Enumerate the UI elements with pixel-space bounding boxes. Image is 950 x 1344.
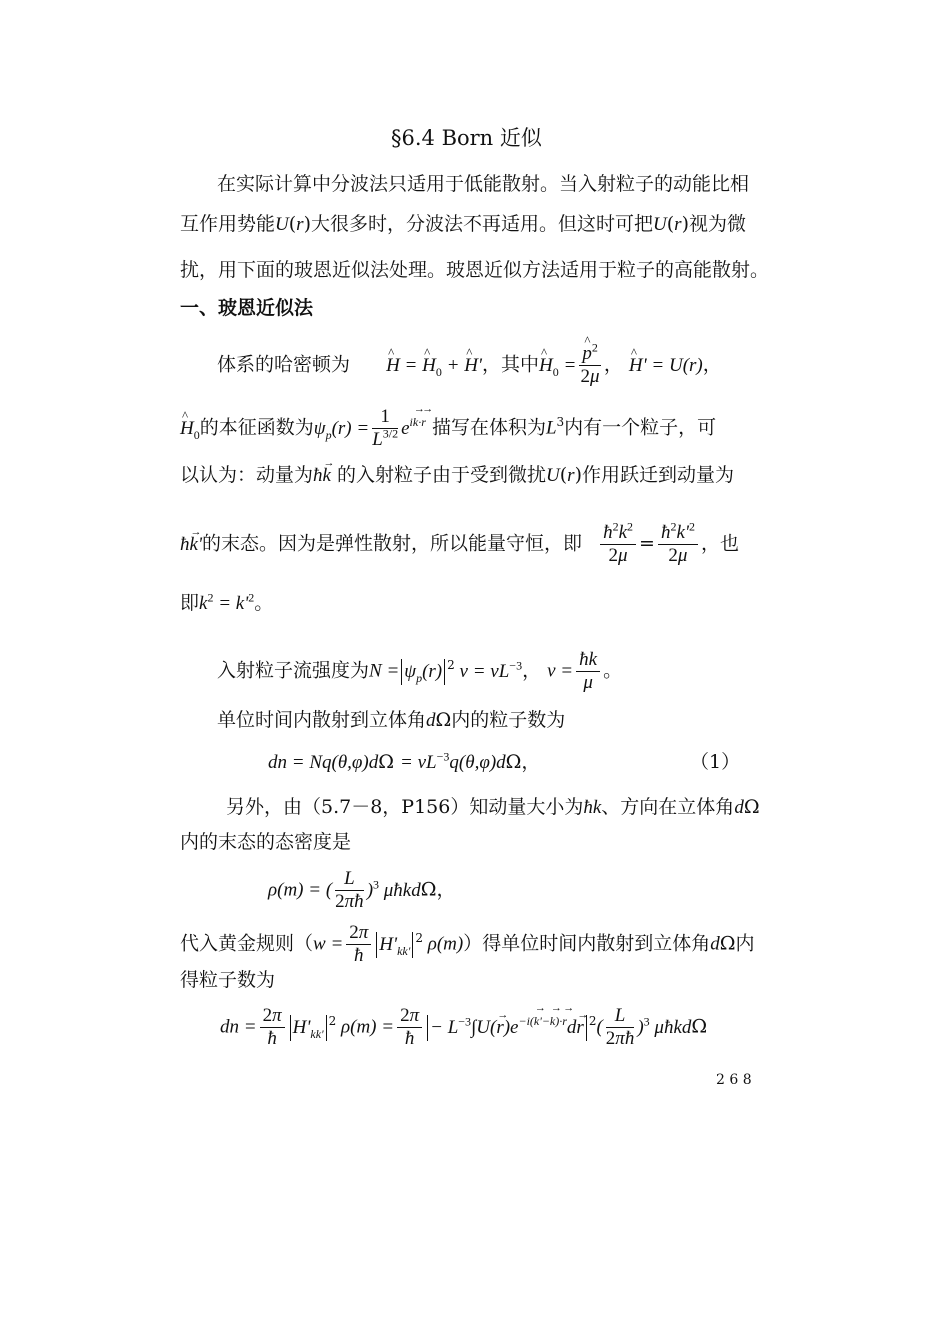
eigen-line-1: ^ $H_0$的本征函数为$\psi_p(r)$ = $\frac{1}{L^{3/2}}$ $e^{ik\cdot r}$ 描写在体积为$L^3$内有一个粒子，可 — [180, 406, 716, 451]
hamiltonian-where: ，其中 — [482, 353, 540, 376]
eigen-text-b: 描写在体积为 — [431, 416, 546, 439]
eigen-line-3: ħ→ k'的末态。因为是弹性散射，所以能量守恒，即 $\frac{ħ^2k^2}{2\mu}$ = $\frac{ħ^2k'^2}{2\mu}$ ，也 — [180, 522, 739, 567]
intro-line-3: 扰，用下面的玻恩近似法处理。玻恩近似方法适用于粒子的高能散射。 — [180, 259, 770, 281]
eigen-line-3b: ，也 — [700, 532, 739, 555]
flux-line: 入射粒子流强度为$N = \psi_p(r)$ $^2$ $v = vL^{-3}$， v = $\frac{ħk}{\mu}$ 。 — [217, 649, 623, 693]
eigen-line-2b: 的入射粒子由于受到微扰 — [337, 464, 547, 486]
density-line-1: 另外，由（5.7－8，P156）知动量大小为ħk、方向在立体角dΩ — [226, 796, 760, 818]
density-text-1b: 、方向在立体角 — [601, 796, 735, 818]
intro-line-2a: 互作用势能 — [180, 213, 276, 235]
eigen-line-2c: 作用跃迁到动量为 — [582, 464, 735, 486]
rate-label-b: 内的粒子数为 — [451, 709, 566, 731]
eigen-line-2: 以认为：动量为ħ→ k 的入射粒子由于受到微扰U(r)作用跃迁到动量为 — [180, 463, 734, 488]
golden-line-1: 代入黄金规则（w = $\frac{2\pi}{ħ}$ $H'_{kk'}^2$ ρ(m)）得单位时间内散射到立体角dΩ内 — [180, 922, 755, 966]
intro-line-2: 互作用势能U(r)大很多时，分波法不再适用。但这时可把U(r)视为微 — [180, 213, 747, 235]
density-line-2: 内的末态的态密度是 — [180, 831, 352, 853]
golden-text-1b: ）得单位时间内散射到立体角 — [463, 932, 711, 955]
page-title: §6.4 Born 近似 — [391, 126, 542, 150]
hamiltonian-label: 体系的哈密顿为 — [217, 353, 351, 376]
page-number: 2 6 8 — [716, 1072, 752, 1088]
eigen-line-3a: 的末态。因为是弹性散射，所以能量守恒，即 — [202, 532, 583, 555]
golden-text-1a: 代入黄金规则（ — [180, 932, 314, 955]
golden-line-2: 得粒子数为 — [180, 969, 276, 991]
equation-1: dn = $Nq(\theta,\varphi)d\Omega = vL^{-3}q(\theta,\varphi)d\Omega$， — [268, 749, 541, 773]
eigen-line-4-label: 即 — [180, 592, 200, 614]
density-equation: ρ(m) = ( $\frac{L}{2\pi ħ}$ )$^3$ μħkdΩ， — [268, 868, 456, 912]
golden-text-1c: 内 — [735, 932, 755, 955]
rate-label: 单位时间内散射到立体角 — [217, 709, 427, 731]
eigen-text-c: 内有一个粒子，可 — [564, 416, 717, 439]
intro-line-2c: 视为微 — [689, 213, 747, 235]
intro-line-2b: 大很多时，分波法不再适用。但这时可把 — [311, 213, 654, 235]
eigen-line-4: 即$k^2 = k'^2$。 — [180, 590, 274, 614]
section-heading: 一、玻恩近似法 — [180, 297, 314, 319]
density-text-1: 另外，由（5.7－8，P156）知动量大小为 — [226, 796, 584, 818]
hamiltonian-line: 体系的哈密顿为 ^ H = ^ $H_0$ + ^ H'，其中^ $H_0$ = ^ $\frac{p^2}{2\mu}$ ， ^ H' = U(r)， — [217, 343, 722, 388]
rate-line: 单位时间内散射到立体角dΩ内的粒子数为 — [217, 709, 566, 731]
golden-equation: dn = $\frac{2\pi}{ħ}$ $H'_{kk'}^2$ ρ(m) = $\frac{2\pi}{ħ}$ − $L^{-3}\int U(\to r)e^{-i(k'-k)\cdot r}d\to r$ $^2$( $\frac{L}{2\pi ħ}$ )$^3$ μħkdΩ — [220, 1005, 707, 1050]
equation-1-number: （1） — [690, 751, 741, 773]
eigen-line-2a: 以认为：动量为 — [180, 464, 314, 486]
eigen-text-a: 的本征函数为 — [199, 416, 314, 439]
flux-label: 入射粒子流强度为 — [217, 659, 370, 682]
intro-line-1: 在实际计算中分波法只适用于低能散射。当入射粒子的动能比相 — [217, 173, 750, 195]
